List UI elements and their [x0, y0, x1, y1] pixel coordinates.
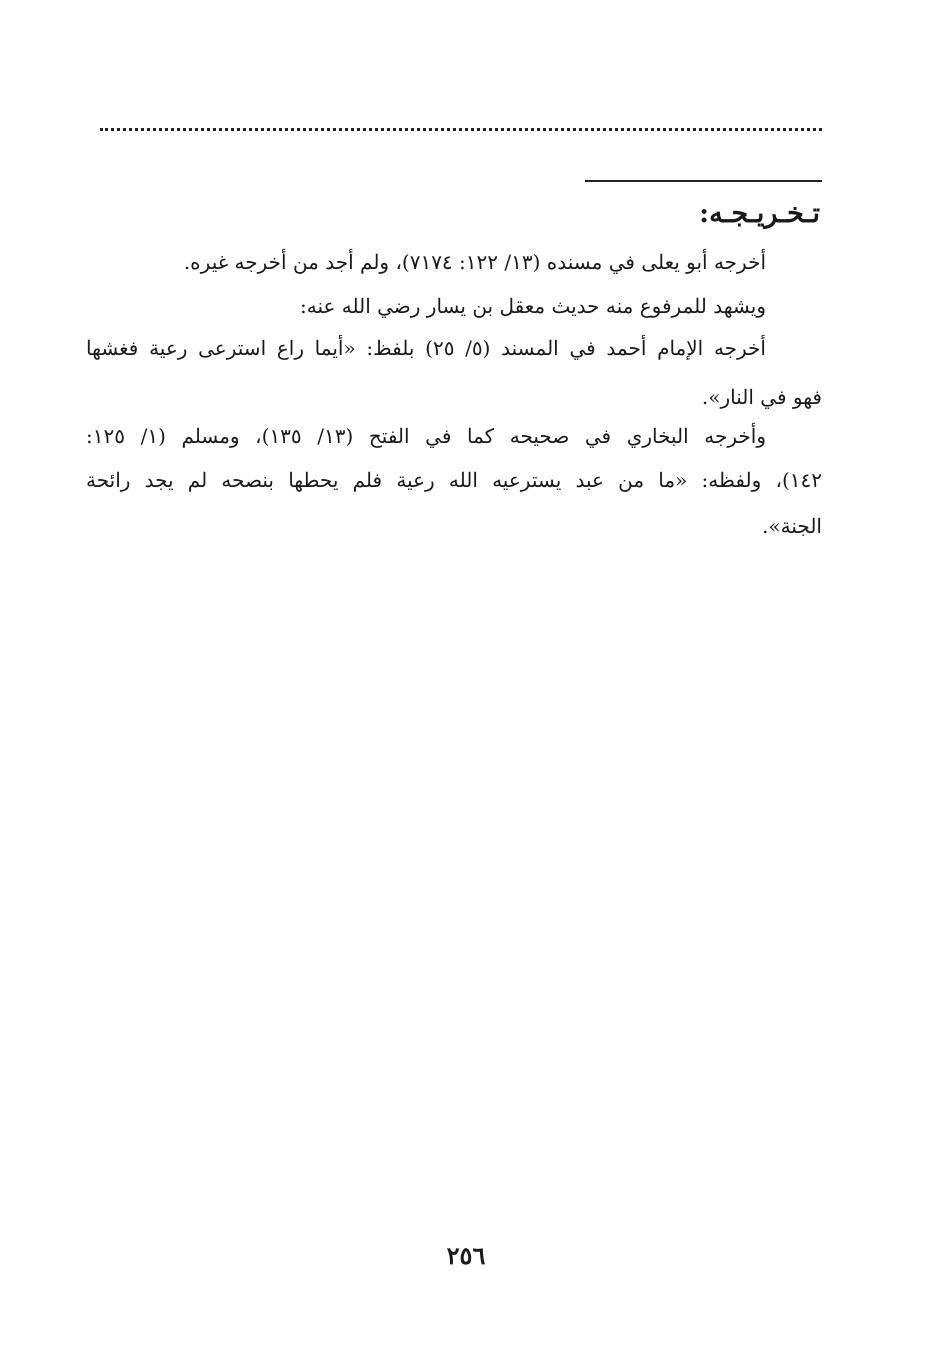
section-heading: تـخـريـجـه: — [699, 198, 820, 229]
paragraph-1: أخرجه أبو يعلى في مسنده (١٣/ ١٢٢: ٧١٧٤)، ولم أجد من أخرجه غيره. — [183, 250, 766, 274]
paragraph-4-line-3: الجنة». — [762, 514, 822, 538]
paragraph-2: ويشهد للمرفوع منه حديث معقل بن يسار رضي الله عنه: — [300, 294, 766, 318]
paragraph-4-line-1: وأخرجه البخاري في صحيحه كما في الفتح (١٣/ ١٣٥)، ومسلم (١/ ١٢٥: — [86, 424, 766, 448]
page-number: ٢٥٦ — [446, 1241, 486, 1270]
paragraph-3-line-1: أخرجه الإمام أحمد في المسند (٥/ ٢٥) بلفظ: «أيما راع استرعى رعية فغشها — [86, 336, 766, 360]
body-text — [86, 0, 822, 560]
paragraph-4-line-2: ١٤٢)، ولفظه: «ما من عبد يسترعيه الله رعية فلم يحطها بنصحه لم يجد رائحة — [86, 468, 822, 492]
paragraph-3-line-2: فهو في النار». — [701, 385, 822, 409]
